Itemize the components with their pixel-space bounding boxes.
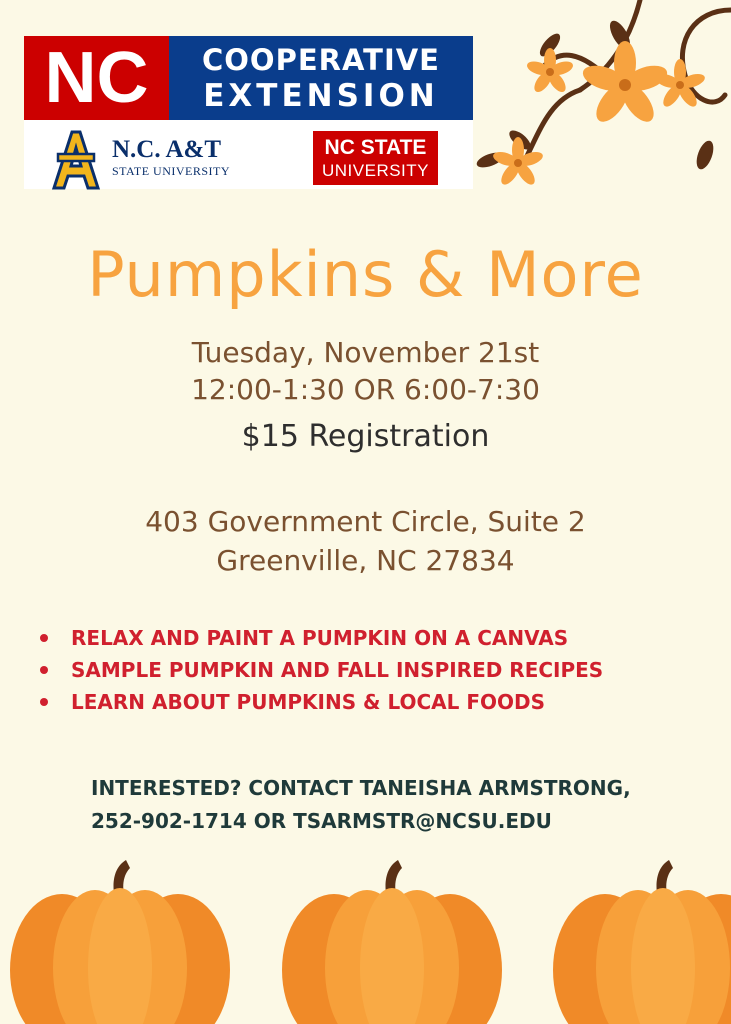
pumpkin-icon [272, 858, 512, 1024]
highlight-text: LEARN ABOUT PUMPKINS & LOCAL FOODS [71, 690, 546, 714]
aggie-logo-icon [50, 128, 102, 190]
address-line-1: 403 Government Circle, Suite 2 [145, 505, 586, 538]
list-item [40, 686, 603, 718]
contact-line-2: 252-902-1714 OR TSARMSTR@NCSU.EDU [91, 809, 552, 833]
event-title: Pumpkins & More [87, 238, 644, 311]
bullet-icon [40, 698, 48, 706]
extension-logo [24, 36, 473, 189]
cooperative-extension-wordmark [169, 36, 473, 120]
highlight-text: SAMPLE PUMPKIN AND FALL INSPIRED RECIPES [71, 658, 604, 682]
pumpkin-icon [0, 858, 240, 1024]
bullet-icon [40, 666, 48, 674]
ncsu-logo [313, 131, 438, 185]
list-item [40, 622, 603, 654]
orange-flower-vine-icon [470, 0, 731, 200]
ncat-subtitle: STATE UNIVERSITY [112, 164, 231, 178]
bullet-icon [40, 634, 48, 642]
extension-label: EXTENSION [203, 78, 439, 114]
ncsu-subtitle: UNIVERSITY [321, 161, 430, 180]
event-time: 12:00-1:30 OR 6:00-7:30 [191, 373, 540, 406]
contact-line-1: INTERESTED? CONTACT TANEISHA ARMSTRONG, [91, 776, 631, 800]
registration-fee: $15 Registration [241, 419, 490, 454]
nc-logo-mark: NC [24, 36, 169, 120]
highlights-list [40, 622, 603, 718]
ncsu-name: NC STATE [324, 136, 427, 159]
cooperative-label: COOPERATIVE [201, 43, 440, 77]
ncat-wordmark [112, 136, 230, 179]
list-item [40, 654, 603, 686]
ncat-name: N.C. A&T [112, 136, 222, 163]
contact-info [91, 772, 631, 838]
pumpkin-icon [543, 858, 731, 1024]
address-line-2: Greenville, NC 27834 [216, 544, 515, 577]
highlight-text: RELAX AND PAINT A PUMPKIN ON A CANVAS [71, 626, 569, 650]
event-date: Tuesday, November 21st [191, 336, 540, 369]
